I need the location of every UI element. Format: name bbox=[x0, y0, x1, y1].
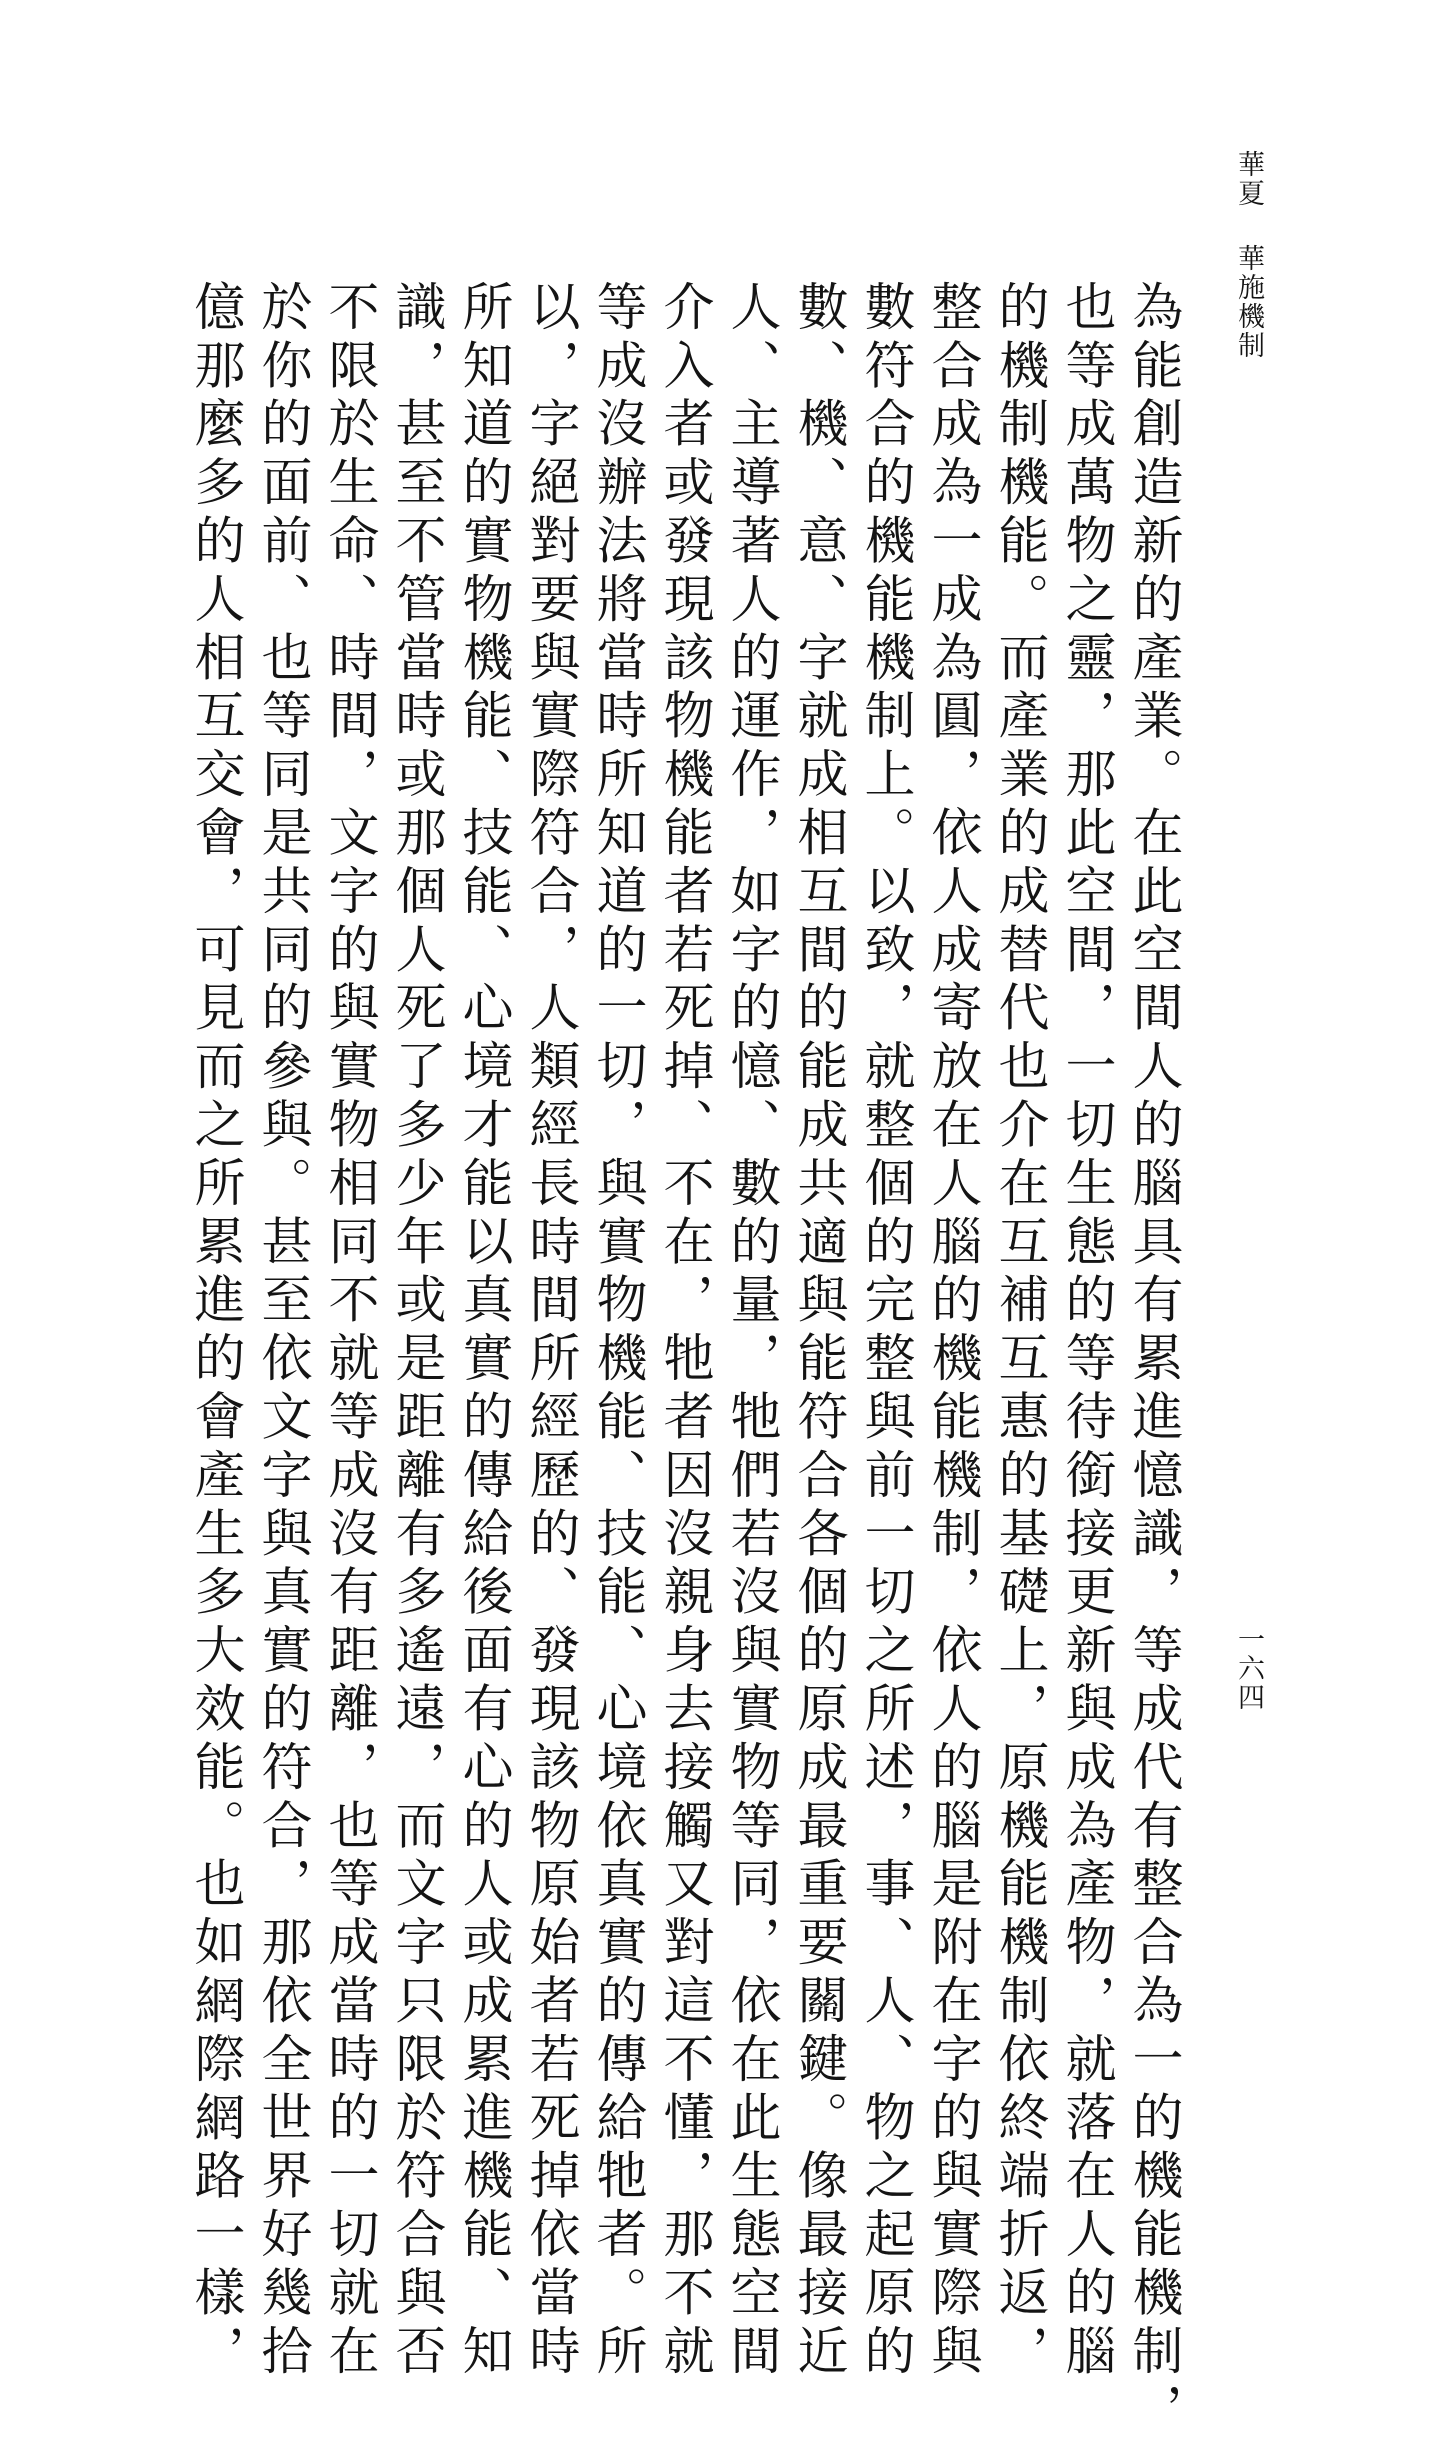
text-line: 整合成為一成為圓，依人成寄放在人腦的機能機制，依人的腦是附在字的與實際與 bbox=[922, 280, 981, 2383]
book-title: 華夏 bbox=[1233, 150, 1264, 208]
text-line: 的機制機能。而產業的成替代也介在互補互惠的基礎上，原機能機制依終端折返， bbox=[989, 280, 1048, 2383]
text-line: 識，甚至不管當時或那個人死了多少年或是距離有多遙遠，而文字只限於符合與否 bbox=[386, 280, 445, 2383]
text-line: 等成沒辦法將當時所知道的一切，與實物機能、技能、心境依真實的傳給牠者。所 bbox=[587, 280, 646, 2383]
text-line: 為能創造新的產業。在此空間人的腦具有累進憶識，等成代有整合為一的機能機制， bbox=[1123, 280, 1182, 2441]
text-line: 人、主導著人的運作，如字的憶、數的量，牠們若沒與實物等同，依在此生態空間 bbox=[721, 280, 780, 2383]
running-head bbox=[1235, 150, 1262, 360]
text-line: 所知道的實物機能、技能、心境才能以真實的傳給後面有心的人或成累進機能、知 bbox=[453, 280, 512, 2383]
text-line: 數符合的機能機制上。以致，就整個的完整與前一切之所述，事、人、物之起原的 bbox=[855, 280, 914, 2383]
text-line: 億那麼多的人相互交會，可見而之所累進的會產生多大效能。也如網際網路一樣， bbox=[185, 280, 244, 2383]
text-line: 數、機、意、字就成相互間的能成共適與能符合各個的原成最重要關鍵。像最接近 bbox=[788, 280, 847, 2383]
body-text bbox=[181, 280, 1186, 2441]
text-line: 也等成萬物之靈，那此空間，一切生態的等待銜接更新與成為產物，就落在人的腦 bbox=[1056, 280, 1115, 2383]
text-line: 不限於生命、時間，文字的與實物相同不就等成沒有距離，也等成當時的一切就在 bbox=[319, 280, 378, 2383]
page-number: 一六四 bbox=[1233, 1625, 1264, 1712]
text-line: 以，字絕對要與實際符合，人類經長時間所經歷的、發現該物原始者若死掉依當時 bbox=[520, 280, 579, 2383]
text-line: 介入者或發現該物機能者若死掉、不在，牠者因沒親身去接觸又對這不懂，那不就 bbox=[654, 280, 713, 2383]
text-line: 於你的面前、也等同是共同的參與。甚至依文字與真實的符合，那依全世界好幾拾 bbox=[252, 280, 311, 2383]
chapter-title: 華施機制 bbox=[1233, 244, 1264, 360]
